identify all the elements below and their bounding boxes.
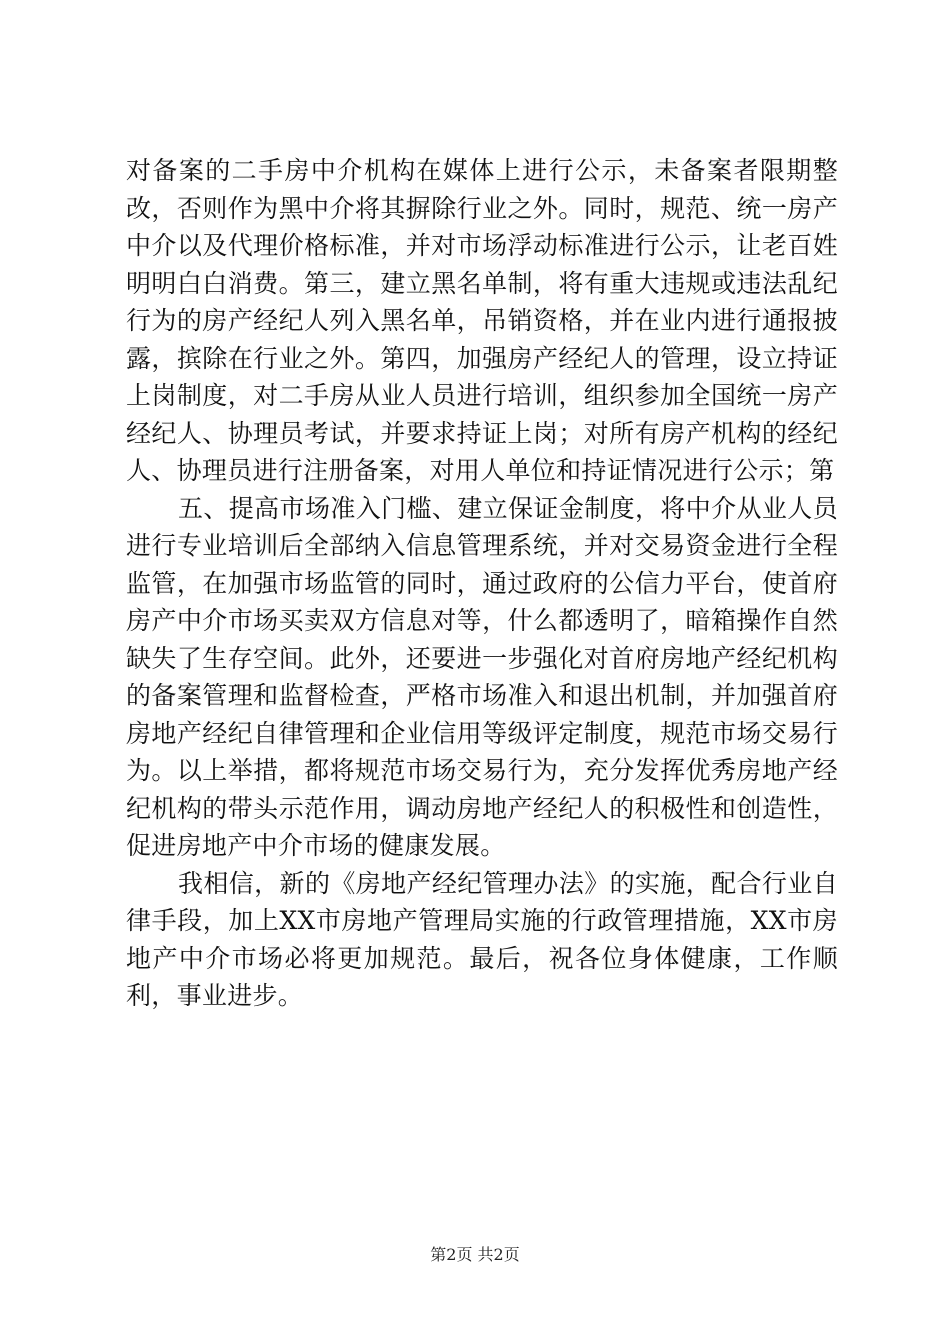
paragraph-point-five: 五、提高市场准入门槛、建立保证金制度，将中介从业人员进行专业培训后全部纳入信息管理系统，并对交易资金进行全程监管，在加强市场监管的同时，通过政府的公信力平台，使首府房产中介市场买卖双方信息对等，什么都透明了，暗箱操作自然缺失了生存空间。此外，还要进一步强化对首府房地产经纪机构的备案管理和监督检查，严格市场准入和退出机制，并加强首府房地产经纪自律管理和企业信用等级评定制度，规范市场交易行为。以上举措，都将规范市场交易行为，充分发挥优秀房地产经纪机构的带头示范作用，调动房地产经纪人的积极性和创造性，促进房地产中介市场的健康发展。 — [126, 493, 838, 860]
page-footer: 第2页 共2页 — [430, 1245, 520, 1264]
paragraph-closing: 我相信，新的《房地产经纪管理办法》的实施，配合行业自律手段，加上XX市房地产管理局实施的行政管理措施，XX市房地产中介市场必将更加规范。最后，祝各位身体健康，工作顺利，事业进步。 — [126, 868, 838, 1010]
paragraph-continuation: 对备案的二手房中介机构在媒体上进行公示，未备案者限期整改，否则作为黑中介将其摒除行业之外。同时，规范、统一房产中介以及代理价格标准，并对市场浮动标准进行公示，让老百姓明明白白消费。第三，建立黑名单制，将有重大违规或违法乱纪行为的房产经纪人列入黑名单，吊销资格，并在业内进行通报披露，摈除在行业之外。第四，加强房产经纪人的管理，设立持证上岗制度，对二手房从业人员进行培训，组织参加全国统一房产经纪人、协理员考试，并要求持证上岗；对所有房产机构的经纪人、协理员进行注册备案，对用人单位和持证情况进行公示；第 — [126, 156, 838, 485]
document-body — [126, 152, 838, 1015]
